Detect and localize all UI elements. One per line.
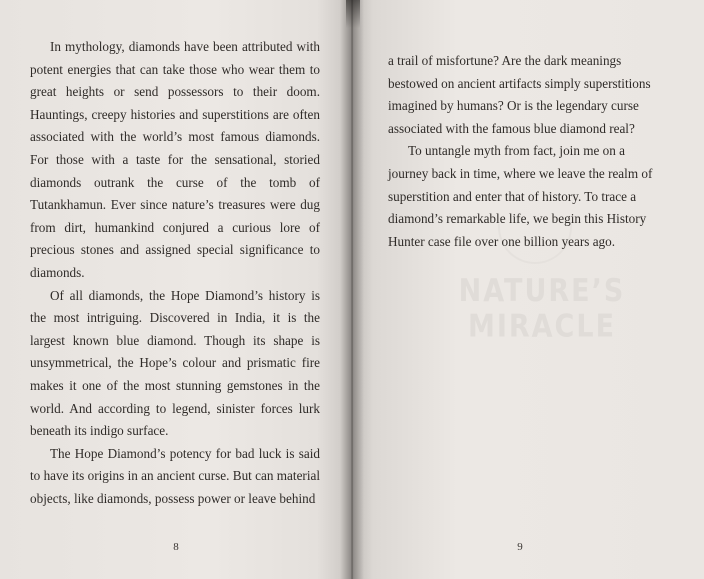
right-page-text xyxy=(388,50,659,253)
right-page-number: 9 xyxy=(517,541,523,553)
left-paragraph-1: In mythology, diamonds have been attributed with potent energies that can take those who wear them to great heights or send possessors to their doom. Hauntings, creepy histories and superstitions are often associated with the world’s most famous diamonds. For those with a taste for the sensational, storied diamonds outrank the curse of the tomb of Tutankhamun. Ever since nature’s treasures were dug from dirt, humankind conjured a curious lore of precious stones and assigned special significance to diamonds. xyxy=(30,39,320,280)
left-page-text xyxy=(30,36,320,510)
show-through-heading: NATURE’S MIRACLE xyxy=(458,273,626,345)
right-paragraph-2: To untangle myth from fact, join me on a journey back in time, where we leave the realm of superstition and enter that of history. To trace a diamond’s remarkable life, we begin this History Hunter case file over one billion years ago. xyxy=(388,143,653,249)
gutter-shadow xyxy=(346,0,360,28)
right-page xyxy=(352,0,704,579)
left-paragraph-3: The Hope Diamond’s potency for bad luck is said to have its origins in an ancient curse. But can material objects, like diamonds, possess power or leave behind xyxy=(30,445,320,506)
left-page-number: 8 xyxy=(173,541,179,553)
left-paragraph-2: Of all diamonds, the Hope Diamond’s history is the most intriguing. Discovered in India, it is the largest known blue diamond. Though its shape is unsymmetrical, the Hope’s colour and prismatic fire makes it one of the most stunning gemstones in the world. And according to legend, sinister forces lurk beneath its indigo surface. xyxy=(30,287,320,439)
right-paragraph-1: a trail of misfortune? Are the dark meanings bestowed on ancient artifacts simply superstitions imagined by humans? Or is the legendary curse associated with the famous blue diamond real? xyxy=(388,53,651,136)
